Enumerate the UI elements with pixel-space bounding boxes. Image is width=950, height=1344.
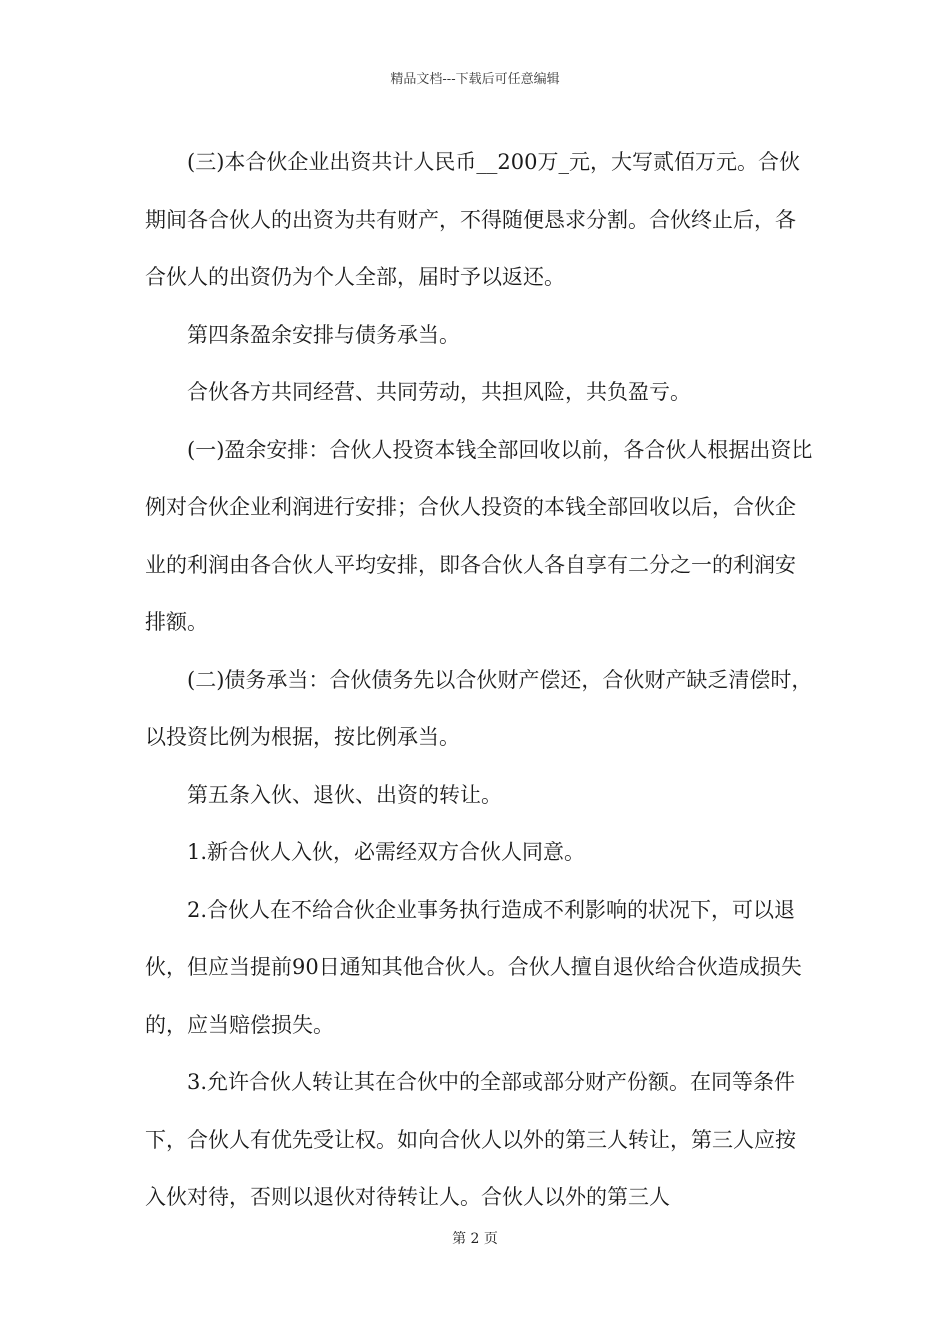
article-5-heading: 第五条入伙、退伙、出资的转让。 bbox=[187, 782, 502, 807]
paragraph-shared-operation: 合伙各方共同经营、共同劳动，共担风险，共负盈亏。 bbox=[187, 380, 691, 404]
document-body bbox=[145, 134, 813, 1227]
page-number: 第 2 页 bbox=[452, 1231, 498, 1247]
paragraph-item-3: 3.允许合伙人转让其在合伙中的全部或部分财产份额。在同等条件下，合伙人有优先受让权。如向合伙人以外的第三人转让，第三人应按入伙对待，否则以退伙对待转让人。合伙人以外的第三人 bbox=[145, 1070, 796, 1209]
paragraph-profit-distribution: (一)盈余安排：合伙人投资本钱全部回收以前，各合伙人根据出资比例对合伙企业利润进行安排；合伙人投资的本钱全部回收以后，合伙企业的利润由各合伙人平均安排，即各合伙人各自享有二分之一的利润安排额。 bbox=[145, 437, 813, 634]
paragraph-item-2: 2.合伙人在不给合伙企业事务执行造成不利影响的状况下，可以退伙，但应当提前90日通知其他合伙人。合伙人擅自退伙给合伙造成损失的，应当赔偿损失。 bbox=[145, 897, 802, 1037]
paragraph-item-1: 1.新合伙人入伙，必需经双方合伙人同意。 bbox=[187, 840, 586, 864]
paragraph-capital-contribution: (三)本合伙企业出资共计人民币__200万_元，大写贰佰万元。合伙期间各合伙人的出资为共有财产，不得随便恳求分割。合伙终止后，各合伙人的出资仍为个人全部，届时予以返还。 bbox=[145, 150, 800, 289]
article-4-heading: 第四条盈余安排与债务承当。 bbox=[187, 322, 460, 347]
paragraph-debt-liability: (二)债务承当：合伙债务先以合伙财产偿还，合伙财产缺乏清偿时，以投资比例为根据，按比例承当。 bbox=[145, 667, 813, 749]
page-header: 精品文档---下载后可任意编辑 bbox=[390, 72, 560, 87]
